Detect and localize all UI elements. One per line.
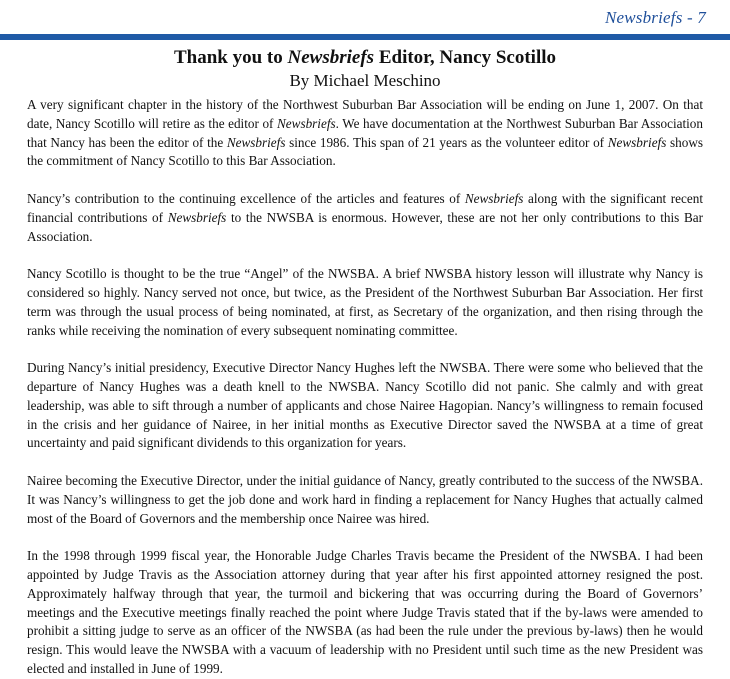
page-section-label: Newsbriefs - 7 xyxy=(604,8,706,27)
article-header xyxy=(0,47,730,92)
article-paragraph-5 xyxy=(27,472,703,528)
header-rule xyxy=(0,34,730,40)
article-paragraph-6 xyxy=(27,547,703,679)
paragraph-text: along with the significant recent financial contributions of xyxy=(27,190,703,225)
paragraph-text: During Nancy’s initial presidency, Executive Director Nancy Hughes left the NWSBA. There were some who believed that the departure of Nancy Hughes was a death knell to the NWSBA. Nancy Scotillo did not panic. She calmly and with great leadership, was able to sift through a number of applicants and chose Nairee Hagopian. Nancy’s willingness to remain focused in the crisis and her guidance of Nairee, in her initial months as Executive Director saved the NWSBA at a time of great uncertainty and paid significant dividends to this organization for years. xyxy=(27,360,703,451)
publication-name: Newsbriefs xyxy=(277,115,336,131)
article-title-publication: Newsbriefs xyxy=(287,47,375,68)
article-paragraph-3 xyxy=(27,265,703,340)
article-paragraph-2 xyxy=(27,190,703,246)
paragraph-text: since 1986. This span of 21 years as the volunteer editor of xyxy=(285,134,608,150)
publication-name: Newsbriefs xyxy=(167,209,227,225)
publication-name: Newsbriefs xyxy=(226,134,286,150)
paragraph-text: . We have documentation at the Northwest Suburban Bar Association that Nancy has been the editor of the xyxy=(27,115,703,150)
article-title xyxy=(0,47,730,69)
paragraph-text: to the NWSBA is enormous. However, these are not her only contributions to this Bar Association. xyxy=(27,209,703,244)
paragraph-text: A very significant chapter in the history of the Northwest Suburban Bar Association will be ending on June 1, 2007. On that date, Nancy Scotillo will retire as the editor of xyxy=(27,97,703,131)
article-paragraph-1 xyxy=(27,96,703,171)
article-byline: By Michael Meschino xyxy=(289,71,441,90)
paragraph-text: Nancy Scotillo is thought to be the true “Angel” of the NWSBA. A brief NWSBA history lesson will illustrate why Nancy is considered so highly. Nancy served not once, but twice, as the President of the Northwest Suburban Bar Association. Her first term was through the usual process of being nominated, at first, as Secretary of the organization, and then rising through the ranks while receiving the nomination of every subsequent nominating committee. xyxy=(27,266,703,338)
paragraph-text: Nancy’s contribution to the continuing excellence of the articles and features of xyxy=(27,190,465,206)
article-title-prefix: Thank you to xyxy=(173,47,288,68)
paragraph-text: shows the commitment of Nancy Scotillo to this Bar Association. xyxy=(27,134,703,169)
article-paragraph-4 xyxy=(27,359,703,453)
article-title-suffix: Editor, Nancy Scotillo xyxy=(374,47,556,68)
paragraph-text: In the 1998 through 1999 fiscal year, the Honorable Judge Charles Travis became the President of the NWSBA. I had been appointed by Judge Travis as the Association attorney during that year after his first appointed attorney resigned the post. Approximately halfway through that year, the turmoil and bickering that was occurring during the Board of Governors’ meetings and the Executive meetings finally reached the point where Judge Travis stated that if the by-laws were amended to prohibit a sitting judge to serve as an officer of the NWSBA (as had been the rule under the previous by-laws) then he would resign. This would leave the NWSBA with a vacuum of leadership with no President until such time as the new President was elected and installed in June of 1999. xyxy=(27,548,703,676)
paragraph-text: Nairee becoming the Executive Director, under the initial guidance of Nancy, greatly contributed to the success of the NWSBA. It was Nancy’s willingness to get the job done and work hard in finding a replacement for Nancy Hughes that actually calmed most of the Board of Governors and the membership once Nairee was hired. xyxy=(27,472,703,526)
article-body xyxy=(27,96,703,679)
publication-name: Newsbriefs xyxy=(464,190,524,206)
publication-name: Newsbriefs xyxy=(607,134,667,150)
